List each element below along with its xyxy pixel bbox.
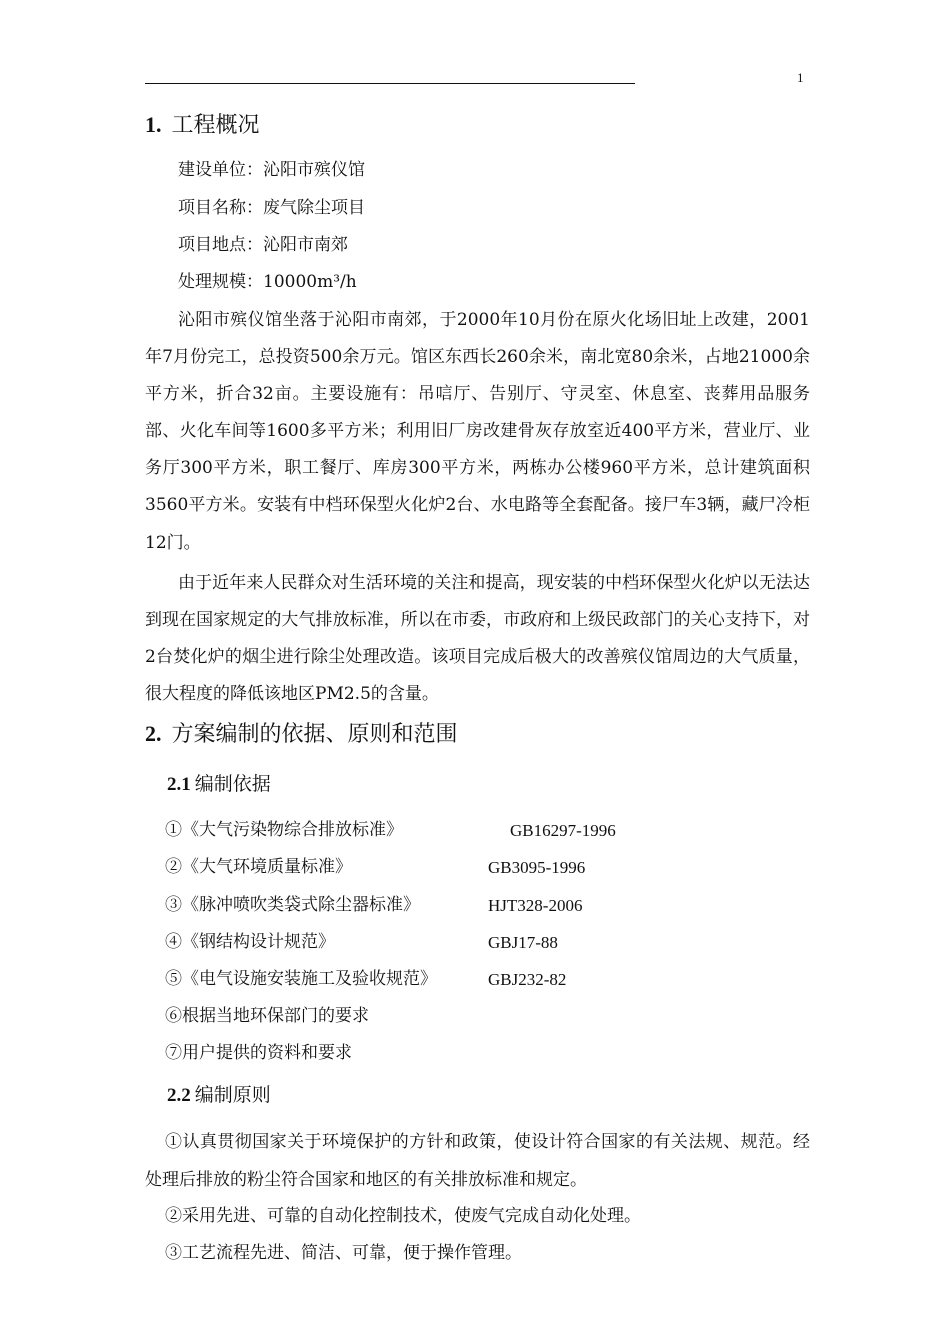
reference-code: HJT328-2006 (488, 896, 583, 915)
reference-item (165, 820, 616, 840)
reference-item (165, 895, 583, 915)
subsection-2-1-number: 2.1 (167, 774, 191, 795)
subsection-2-2-title: 编制原则 (194, 1084, 271, 1106)
subsection-2-1-heading (167, 775, 271, 794)
reference-item (165, 969, 567, 989)
reference-item (165, 857, 586, 877)
reference-code: GB16297-1996 (510, 821, 616, 840)
info-construction-unit: 建设单位：沁阳市殡仪馆 (178, 160, 365, 180)
header-rule (145, 83, 635, 84)
section-2-heading (145, 723, 458, 746)
reference-local-requirements: ⑥根据当地环保部门的要求 (165, 1006, 369, 1026)
section-1-title: 工程概况 (171, 113, 260, 138)
paragraph-background: 由于近年来人民群众对生活环境的关注和提高，现安装的中档环保型火化炉以无法达到现在国家规定的大气排放标准，所以在市委，市政府和上级民政部门的关心支持下，对2台焚化炉的烟尘进行除尘处理改造。该项目完成后极大的改善殡仪馆周边的大气质量，很大程度的降低该地区PM2.5的含量。 (145, 573, 810, 705)
subsection-2-2-heading (167, 1086, 271, 1105)
reference-code: GBJ17-88 (488, 933, 558, 952)
reference-user-materials: ⑦用户提供的资料和要求 (165, 1043, 352, 1063)
info-project-location: 项目地点：沁阳市南郊 (178, 235, 348, 255)
subsection-2-1-title: 编制依据 (194, 773, 271, 795)
reference-name: ④《钢结构设计规范》 (165, 932, 335, 952)
principle-3: ③工艺流程先进、简洁、可靠，便于操作管理。 (165, 1243, 522, 1263)
section-1-number: 1. (145, 112, 162, 137)
reference-name: ⑤《电气设施安装施工及验收规范》 (165, 969, 437, 989)
info-capacity: 处理规模：10000m³/h (178, 272, 357, 292)
section-2-title: 方案编制的依据、原则和范围 (171, 722, 458, 747)
reference-code: GBJ232-82 (488, 970, 567, 989)
reference-name: ①《大气污染物综合排放标准》 (165, 820, 403, 840)
page-number: 1 (797, 70, 804, 85)
reference-name: ②《大气环境质量标准》 (165, 857, 352, 877)
paragraph-overview: 沁阳市殡仪馆坐落于沁阳市南郊，于2000年10月份在原火化场旧址上改建，2001年7月份完工，总投资500余万元。馆区东西长260余米，南北宽80余米，占地21000余平方米，折合32亩。主要设施有：吊唁厅、告别厅、守灵室、休息室、丧葬用品服务部、火化车间等1600多平方米；利用旧厂房改建骨灰存放室近400平方米，营业厅、业务厅300平方米，职工餐厅、库房300平方米，两栋办公楼960平方米，总计建筑面积3560平方米。安装有中档环保型火化炉2台、水电路等全套配备。接尸车3辆，藏尸冷柜12门。 (145, 310, 810, 553)
principle-2: ②采用先进、可靠的自动化控制技术，使废气完成自动化处理。 (165, 1206, 641, 1226)
subsection-2-2-number: 2.2 (167, 1085, 191, 1106)
section-2-number: 2. (145, 721, 162, 746)
reference-name: ③《脉冲喷吹类袋式除尘器标准》 (165, 895, 420, 915)
reference-item (165, 932, 558, 952)
reference-code: GB3095-1996 (488, 858, 586, 877)
info-project-name: 项目名称：废气除尘项目 (178, 198, 365, 218)
section-1-heading (145, 114, 260, 137)
principle-1: ①认真贯彻国家关于环境保护的方针和政策，使设计符合国家的有关法规、规范。经处理后排放的粉尘符合国家和地区的有关排放标准和规定。 (145, 1132, 810, 1190)
